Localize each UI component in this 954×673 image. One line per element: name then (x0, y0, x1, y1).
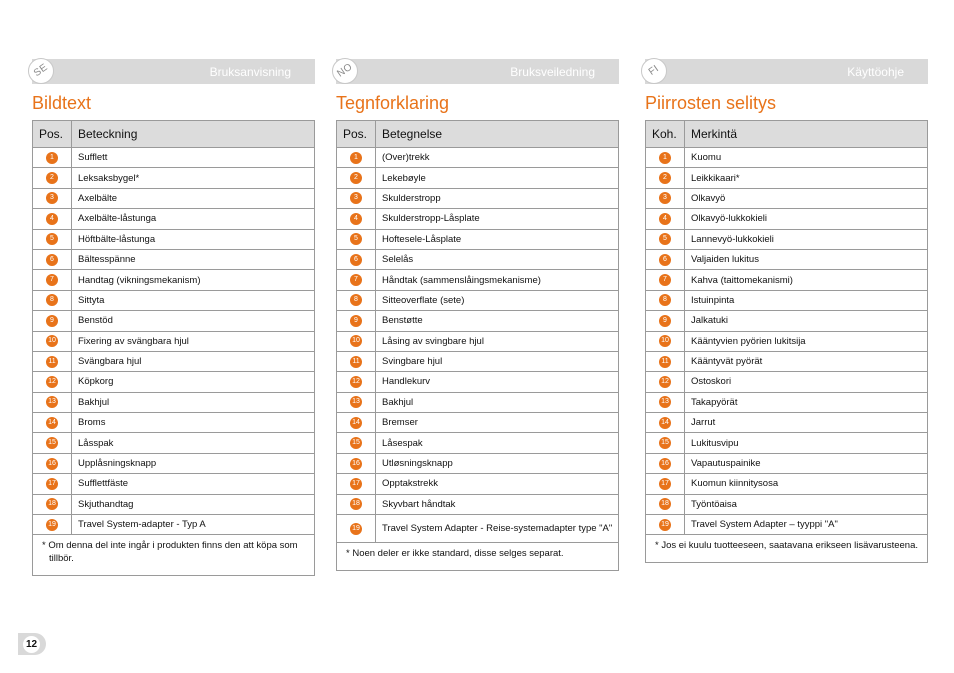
table-row (33, 188, 315, 208)
label-cell: (Over)trekk (376, 148, 619, 168)
table-row (337, 453, 619, 473)
section-fi (645, 59, 928, 563)
section-header (645, 59, 928, 84)
position-cell (33, 413, 72, 433)
position-number-badge: 15 (46, 437, 58, 449)
table-row (337, 311, 619, 331)
position-cell (337, 413, 376, 433)
label-cell: Lannevyö-lukkokieli (685, 229, 928, 249)
position-number-badge: 5 (659, 233, 671, 245)
label-cell: Broms (72, 413, 315, 433)
position-number-badge: 19 (350, 523, 362, 535)
position-number-badge: 18 (350, 498, 362, 510)
table-row (33, 515, 315, 535)
position-number-badge: 15 (350, 437, 362, 449)
table-row (337, 168, 619, 188)
table-row (337, 229, 619, 249)
label-cell: Skjuthandtag (72, 494, 315, 514)
table-row (337, 372, 619, 392)
label-cell: Työntöaisa (685, 494, 928, 514)
label-cell: Skyvbart håndtak (376, 494, 619, 514)
position-cell (646, 229, 685, 249)
position-cell (337, 515, 376, 543)
table-row (646, 229, 928, 249)
table-row (646, 290, 928, 310)
position-number-badge: 3 (46, 192, 58, 204)
position-number-badge: 9 (659, 315, 671, 327)
table-row (33, 290, 315, 310)
position-cell (337, 311, 376, 331)
label-cell: Olkavyö-lukkokieli (685, 209, 928, 229)
position-number-badge: 19 (659, 519, 671, 531)
legend-table (336, 120, 619, 571)
position-number-badge: 15 (659, 437, 671, 449)
position-number-badge: 11 (659, 356, 671, 368)
page-number: 12 (18, 633, 46, 655)
label-cell: Olkavyö (685, 188, 928, 208)
table-row (33, 392, 315, 412)
table-row (337, 351, 619, 371)
table-row (337, 209, 619, 229)
position-cell (646, 351, 685, 371)
table-row (646, 433, 928, 453)
position-cell (337, 331, 376, 351)
position-number-badge: 6 (659, 254, 671, 266)
position-cell (646, 148, 685, 168)
position-number-badge: 1 (350, 152, 362, 164)
position-cell (33, 249, 72, 269)
label-cell: Bakhjul (376, 392, 619, 412)
position-cell (646, 494, 685, 514)
position-cell (33, 433, 72, 453)
position-cell (337, 351, 376, 371)
table-row (646, 249, 928, 269)
label-cell: Låsespak (376, 433, 619, 453)
table-row (33, 229, 315, 249)
position-number-badge: 12 (46, 376, 58, 388)
position-number-badge: 2 (350, 172, 362, 184)
position-cell (337, 188, 376, 208)
table-row (337, 249, 619, 269)
position-cell (337, 168, 376, 188)
language-badge: NO (332, 58, 358, 84)
label-cell: Takapyörät (685, 392, 928, 412)
position-number-badge: 3 (350, 192, 362, 204)
column-header-pos: Koh. (646, 121, 685, 148)
label-cell: Valjaiden lukitus (685, 249, 928, 269)
label-cell: Svingbare hjul (376, 351, 619, 371)
position-cell (33, 270, 72, 290)
position-cell (646, 392, 685, 412)
label-cell: Sittyta (72, 290, 315, 310)
table-row (337, 270, 619, 290)
table-row (337, 494, 619, 514)
label-cell: Bakhjul (72, 392, 315, 412)
position-cell (33, 188, 72, 208)
position-number-badge: 6 (350, 254, 362, 266)
footnote: * Noen deler er ikke standard, disse selges separat. (346, 548, 564, 560)
column-header-pos: Pos. (337, 121, 376, 148)
table-row (646, 311, 928, 331)
column-header-label: Betegnelse (376, 121, 619, 148)
position-number-badge: 10 (350, 335, 362, 347)
section-title: Bildtext (32, 93, 92, 113)
label-cell: Kääntyvät pyörät (685, 351, 928, 371)
table-row (646, 270, 928, 290)
label-cell: Travel System Adapter – tyyppi "A" (685, 515, 928, 535)
footnote: * Om denna del inte ingår i produkten finns den att köpa som tillbör. (42, 540, 298, 565)
label-cell: Sitteoverflate (sete) (376, 290, 619, 310)
position-number-badge: 5 (350, 233, 362, 245)
label-cell: Kääntyvien pyörien lukitsija (685, 331, 928, 351)
legend-table (32, 120, 315, 576)
position-cell (337, 474, 376, 494)
position-cell (33, 209, 72, 229)
table-row (646, 453, 928, 473)
position-cell (33, 474, 72, 494)
position-number-badge: 16 (350, 458, 362, 470)
label-cell: Ostoskori (685, 372, 928, 392)
label-cell: Kuomu (685, 148, 928, 168)
table-row (33, 474, 315, 494)
table-row (337, 515, 619, 543)
position-cell (646, 249, 685, 269)
table-row (646, 413, 928, 433)
position-number-badge: 10 (659, 335, 671, 347)
section-se (32, 59, 315, 576)
label-cell: Vapautuspainike (685, 453, 928, 473)
table-row (646, 392, 928, 412)
position-number-badge: 7 (659, 274, 671, 286)
label-cell: Benstøtte (376, 311, 619, 331)
position-number-badge: 17 (659, 478, 671, 490)
label-cell: Hoftesele-Låsplate (376, 229, 619, 249)
label-cell: Jalkatuki (685, 311, 928, 331)
table-row (33, 453, 315, 473)
table-row (33, 249, 315, 269)
position-number-badge: 4 (350, 213, 362, 225)
section-header (32, 59, 315, 84)
position-cell (33, 229, 72, 249)
language-badge: SE (28, 58, 54, 84)
label-cell: Kahva (taittomekanismi) (685, 270, 928, 290)
table-row (646, 331, 928, 351)
position-number-badge: 7 (350, 274, 362, 286)
table-row (337, 413, 619, 433)
label-cell: Handtag (vikningsmekanism) (72, 270, 315, 290)
table-row (646, 372, 928, 392)
position-number-badge: 14 (46, 417, 58, 429)
position-cell (646, 413, 685, 433)
position-number-badge: 9 (350, 315, 362, 327)
position-cell (337, 372, 376, 392)
position-number-badge: 12 (659, 376, 671, 388)
position-cell (33, 515, 72, 535)
position-cell (33, 331, 72, 351)
position-number-badge: 12 (350, 376, 362, 388)
label-cell: Svängbara hjul (72, 351, 315, 371)
table-row (33, 311, 315, 331)
table-row (33, 372, 315, 392)
position-cell (646, 188, 685, 208)
position-number-badge: 18 (659, 498, 671, 510)
position-cell (646, 372, 685, 392)
table-row (646, 474, 928, 494)
note-row (337, 543, 619, 571)
column-header-label: Merkintä (685, 121, 928, 148)
table-row (646, 351, 928, 371)
position-number-badge: 19 (46, 519, 58, 531)
position-number-badge: 13 (659, 396, 671, 408)
position-number-badge: 1 (659, 152, 671, 164)
label-cell: Handlekurv (376, 372, 619, 392)
position-cell (33, 148, 72, 168)
label-cell: Håndtak (sammenslåingsmekanisme) (376, 270, 619, 290)
header-label: Käyttöohje (847, 65, 904, 79)
position-number-badge: 14 (659, 417, 671, 429)
label-cell: Leikkikaari* (685, 168, 928, 188)
label-cell: Höftbälte-låstunga (72, 229, 315, 249)
position-number-badge: 17 (46, 478, 58, 490)
position-number-badge: 13 (350, 396, 362, 408)
table-row (33, 209, 315, 229)
table-row (33, 148, 315, 168)
position-cell (337, 290, 376, 310)
position-cell (337, 433, 376, 453)
table-row (337, 474, 619, 494)
position-cell (646, 290, 685, 310)
section-header (336, 59, 619, 84)
position-cell (646, 209, 685, 229)
table-row (33, 351, 315, 371)
table-row (337, 290, 619, 310)
position-number-badge: 2 (659, 172, 671, 184)
table-row (646, 188, 928, 208)
language-badge: FI (641, 58, 667, 84)
label-cell: Bremser (376, 413, 619, 433)
position-cell (646, 311, 685, 331)
label-cell: Jarrut (685, 413, 928, 433)
position-number-badge: 2 (46, 172, 58, 184)
label-cell: Benstöd (72, 311, 315, 331)
position-cell (646, 453, 685, 473)
table-row (646, 148, 928, 168)
label-cell: Kuomun kiinnitysosa (685, 474, 928, 494)
position-number-badge: 17 (350, 478, 362, 490)
position-number-badge: 16 (46, 458, 58, 470)
label-cell: Lukitusvipu (685, 433, 928, 453)
table-row (33, 494, 315, 514)
position-cell (337, 229, 376, 249)
position-cell (337, 249, 376, 269)
label-cell: Opptakstrekk (376, 474, 619, 494)
label-cell: Istuinpinta (685, 290, 928, 310)
position-number-badge: 14 (350, 417, 362, 429)
footnote-cell (33, 535, 315, 576)
label-cell: Leksaksbygel* (72, 168, 315, 188)
label-cell: Utløsningsknapp (376, 453, 619, 473)
note-row (33, 535, 315, 576)
position-cell (33, 453, 72, 473)
position-cell (33, 392, 72, 412)
position-number-badge: 5 (46, 233, 58, 245)
column-header-pos: Pos. (33, 121, 72, 148)
position-number-badge: 8 (659, 294, 671, 306)
position-number-badge: 1 (46, 152, 58, 164)
footnote: * Jos ei kuulu tuotteeseen, saatavana erikseen lisävarusteena. (655, 540, 918, 552)
position-cell (337, 209, 376, 229)
section-no (336, 59, 619, 571)
position-cell (646, 168, 685, 188)
label-cell: Låsing av svingbare hjul (376, 331, 619, 351)
position-number-badge: 8 (46, 294, 58, 306)
table-row (337, 331, 619, 351)
position-number-badge: 4 (659, 213, 671, 225)
table-row (33, 433, 315, 453)
position-cell (646, 474, 685, 494)
position-cell (33, 290, 72, 310)
position-cell (646, 515, 685, 535)
position-number-badge: 4 (46, 213, 58, 225)
position-number-badge: 16 (659, 458, 671, 470)
label-cell: Upplåsningsknapp (72, 453, 315, 473)
label-cell: Sufflett (72, 148, 315, 168)
label-cell: Fixering av svängbara hjul (72, 331, 315, 351)
label-cell: Köpkorg (72, 372, 315, 392)
legend-table (645, 120, 928, 563)
position-number-badge: 7 (46, 274, 58, 286)
position-cell (33, 372, 72, 392)
header-label: Bruksanvisning (209, 65, 291, 79)
footnote-cell (646, 535, 928, 563)
position-cell (337, 392, 376, 412)
label-cell: Sufflettfäste (72, 474, 315, 494)
label-cell: Axelbälte (72, 188, 315, 208)
table-row (337, 433, 619, 453)
position-number-badge: 9 (46, 315, 58, 327)
position-cell (646, 331, 685, 351)
section-title: Piirrosten selitys (645, 93, 777, 113)
footnote-cell (337, 543, 619, 571)
position-number-badge: 8 (350, 294, 362, 306)
header-label: Bruksveiledning (510, 65, 595, 79)
position-cell (33, 351, 72, 371)
position-number-badge: 11 (350, 356, 362, 368)
position-cell (337, 270, 376, 290)
position-number-badge: 11 (46, 356, 58, 368)
position-number-badge: 6 (46, 254, 58, 266)
label-cell: Bältesspänne (72, 249, 315, 269)
table-row (33, 331, 315, 351)
table-row (337, 392, 619, 412)
table-row (646, 209, 928, 229)
table-row (33, 270, 315, 290)
position-number-badge: 13 (46, 396, 58, 408)
label-cell: Lekebøyle (376, 168, 619, 188)
label-cell: Axelbälte-låstunga (72, 209, 315, 229)
position-number-badge: 3 (659, 192, 671, 204)
label-cell: Travel System-adapter - Typ A (72, 515, 315, 535)
position-cell (646, 433, 685, 453)
position-number-badge: 10 (46, 335, 58, 347)
column-header-label: Beteckning (72, 121, 315, 148)
position-cell (33, 168, 72, 188)
position-cell (337, 494, 376, 514)
position-cell (337, 453, 376, 473)
label-cell: Låsspak (72, 433, 315, 453)
table-row (33, 413, 315, 433)
position-cell (33, 311, 72, 331)
label-cell: Selelås (376, 249, 619, 269)
table-row (33, 168, 315, 188)
position-cell (33, 494, 72, 514)
table-row (646, 494, 928, 514)
label-cell: Skulderstropp-Låsplate (376, 209, 619, 229)
position-number-badge: 18 (46, 498, 58, 510)
position-cell (337, 148, 376, 168)
table-row (646, 168, 928, 188)
section-title: Tegnforklaring (336, 93, 450, 113)
table-row (337, 148, 619, 168)
label-cell: Skulderstropp (376, 188, 619, 208)
note-row (646, 535, 928, 563)
table-row (337, 188, 619, 208)
label-cell: Travel System Adapter - Reise-systemadapter type "A" (376, 515, 619, 543)
table-row (646, 515, 928, 535)
position-cell (646, 270, 685, 290)
